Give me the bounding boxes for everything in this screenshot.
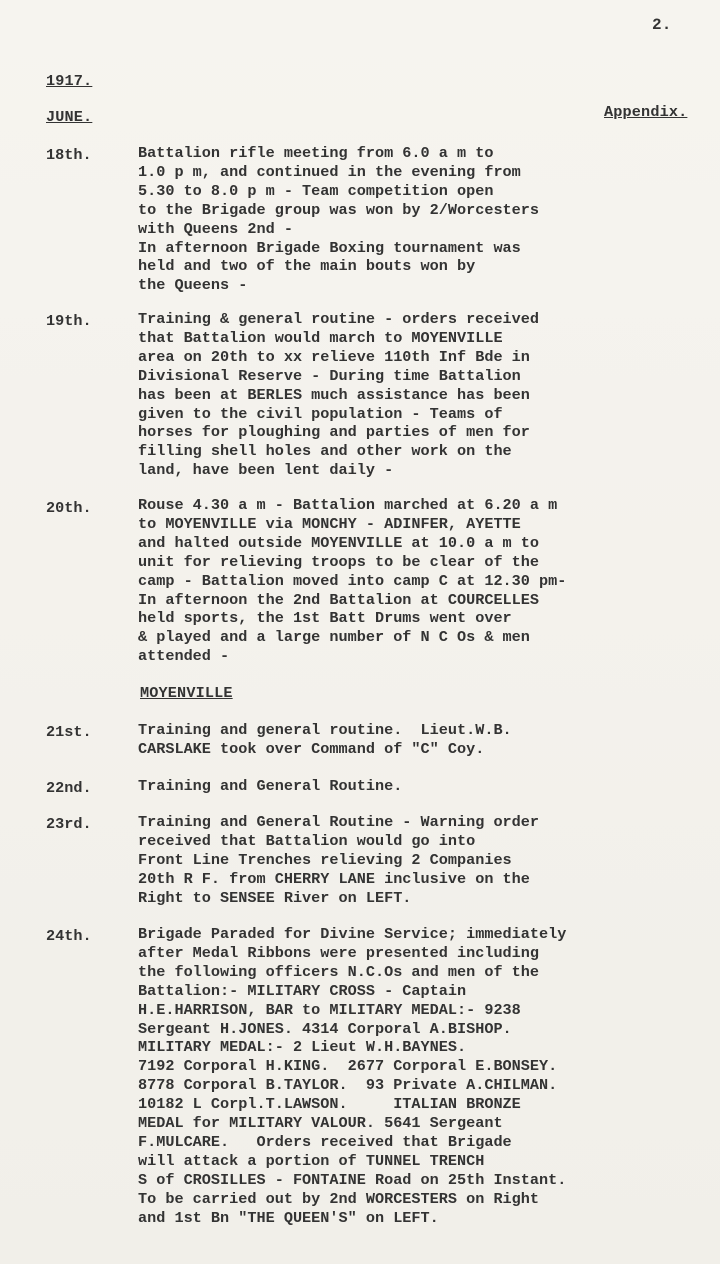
entry-body xyxy=(138,777,718,796)
entry-line: S of CROSILLES - FONTAINE Road on 25th Instant. xyxy=(138,1170,567,1189)
entry-date: 23rd. xyxy=(46,815,92,833)
entry-date: 24th. xyxy=(46,927,92,945)
entry-line: Training and General Routine - Warning order xyxy=(138,813,540,831)
entry-line: held and two of the main bouts won by xyxy=(138,257,476,276)
entry-date: 21st. xyxy=(46,723,92,741)
entry-line: & played and a large number of N C Os & men xyxy=(138,628,530,647)
entry-line: Training and general routine. Lieut.W.B. xyxy=(138,721,512,739)
entry-line: Battalion rifle meeting from 6.0 a m to xyxy=(138,144,494,162)
page-number: 2. xyxy=(652,16,672,34)
entry-date: 18th. xyxy=(46,146,92,164)
entry-line: 1.0 p m, and continued in the evening from xyxy=(138,162,521,181)
entry-line: given to the civil population - Teams of xyxy=(138,404,503,423)
year-heading: 1917. xyxy=(46,72,93,90)
entry-line: 10182 L Corpl.T.LAWSON. ITALIAN BRONZE xyxy=(138,1095,521,1114)
entry-line: held sports, the 1st Batt Drums went over xyxy=(138,609,512,628)
entry-body xyxy=(138,496,718,666)
location-heading: MOYENVILLE xyxy=(140,684,233,702)
entry-line: that Battalion would march to MOYENVILLE xyxy=(138,328,503,347)
entry-line: CARSLAKE took over Command of "C" Coy. xyxy=(138,739,485,758)
entry-line: the following officers N.C.Os and men of the xyxy=(138,962,540,981)
entry-line: will attack a portion of TUNNEL TRENCH xyxy=(138,1151,485,1170)
entry-line: after Medal Ribbons were presented including xyxy=(138,943,540,962)
entry-body xyxy=(138,310,718,480)
entry-line: Front Line Trenches relieving 2 Companies xyxy=(138,850,512,869)
entry-date: 19th. xyxy=(46,312,92,330)
entry-line: 8778 Corporal B.TAYLOR. 93 Private A.CHILMAN. xyxy=(138,1076,558,1095)
entry-body xyxy=(138,925,718,1228)
entry-line: horses for ploughing and parties of men for xyxy=(138,423,530,442)
entry-line: and 1st Bn "THE QUEEN'S" on LEFT. xyxy=(138,1208,439,1227)
entry-line: In afternoon the 2nd Battalion at COURCELLES xyxy=(138,590,540,609)
entry-line: Divisional Reserve - During time Battalion xyxy=(138,366,521,385)
entry-date: 22nd. xyxy=(46,779,92,797)
entry-line: land, have been lent daily - xyxy=(138,461,394,480)
entry-line: has been at BERLES much assistance has been xyxy=(138,385,530,404)
entry-line: H.E.HARRISON, BAR to MILITARY MEDAL:- 9238 xyxy=(138,1000,521,1019)
entry-line: unit for relieving troops to be clear of the xyxy=(138,552,540,571)
entry-line: the Queens - xyxy=(138,276,248,295)
entry-line: Training and General Routine. xyxy=(138,777,403,795)
entry-line: 20th R F. from CHERRY LANE inclusive on the xyxy=(138,869,530,888)
entry-line: to MOYENVILLE via MONCHY - ADINFER, AYETTE xyxy=(138,514,521,533)
entry-line: MILITARY MEDAL:- 2 Lieut W.H.BAYNES. xyxy=(138,1038,467,1057)
entry-line: and halted outside MOYENVILLE at 10.0 a m to xyxy=(138,533,540,552)
entry-line: Right to SENSEE River on LEFT. xyxy=(138,888,412,907)
entry-line: Sergeant H.JONES. 4314 Corporal A.BISHOP. xyxy=(138,1019,512,1038)
entry-date: 20th. xyxy=(46,499,92,517)
entry-line: Brigade Paraded for Divine Service; immediately xyxy=(138,925,567,943)
entry-body xyxy=(138,144,718,295)
entry-line: MEDAL for MILITARY VALOUR. 5641 Sergeant xyxy=(138,1114,503,1133)
entry-line: 5.30 to 8.0 p m - Team competition open xyxy=(138,181,494,200)
appendix-label: Appendix. xyxy=(604,103,688,121)
entry-line: with Queens 2nd - xyxy=(138,219,293,238)
month-heading: JUNE. xyxy=(46,108,93,126)
entry-line: Training & general routine - orders received xyxy=(138,310,540,328)
entry-body xyxy=(138,721,718,759)
entry-line: F.MULCARE. Orders received that Brigade xyxy=(138,1132,512,1151)
entry-line: 7192 Corporal H.KING. 2677 Corporal E.BONSEY. xyxy=(138,1057,558,1076)
entry-line: filling shell holes and other work on the xyxy=(138,442,512,461)
entry-line: area on 20th to xx relieve 110th Inf Bde in xyxy=(138,347,530,366)
entry-line: received that Battalion would go into xyxy=(138,831,476,850)
entry-line: In afternoon Brigade Boxing tournament was xyxy=(138,238,521,257)
entry-line: Rouse 4.30 a m - Battalion marched at 6.20 a m xyxy=(138,496,558,514)
entry-line: Battalion:- MILITARY CROSS - Captain xyxy=(138,981,467,1000)
entry-line: attended - xyxy=(138,647,230,666)
entry-line: To be carried out by 2nd WORCESTERS on Right xyxy=(138,1189,540,1208)
entry-line: camp - Battalion moved into camp C at 12.30 pm- xyxy=(138,571,567,590)
entry-line: to the Brigade group was won by 2/Worcesters xyxy=(138,200,540,219)
entry-body xyxy=(138,813,718,908)
